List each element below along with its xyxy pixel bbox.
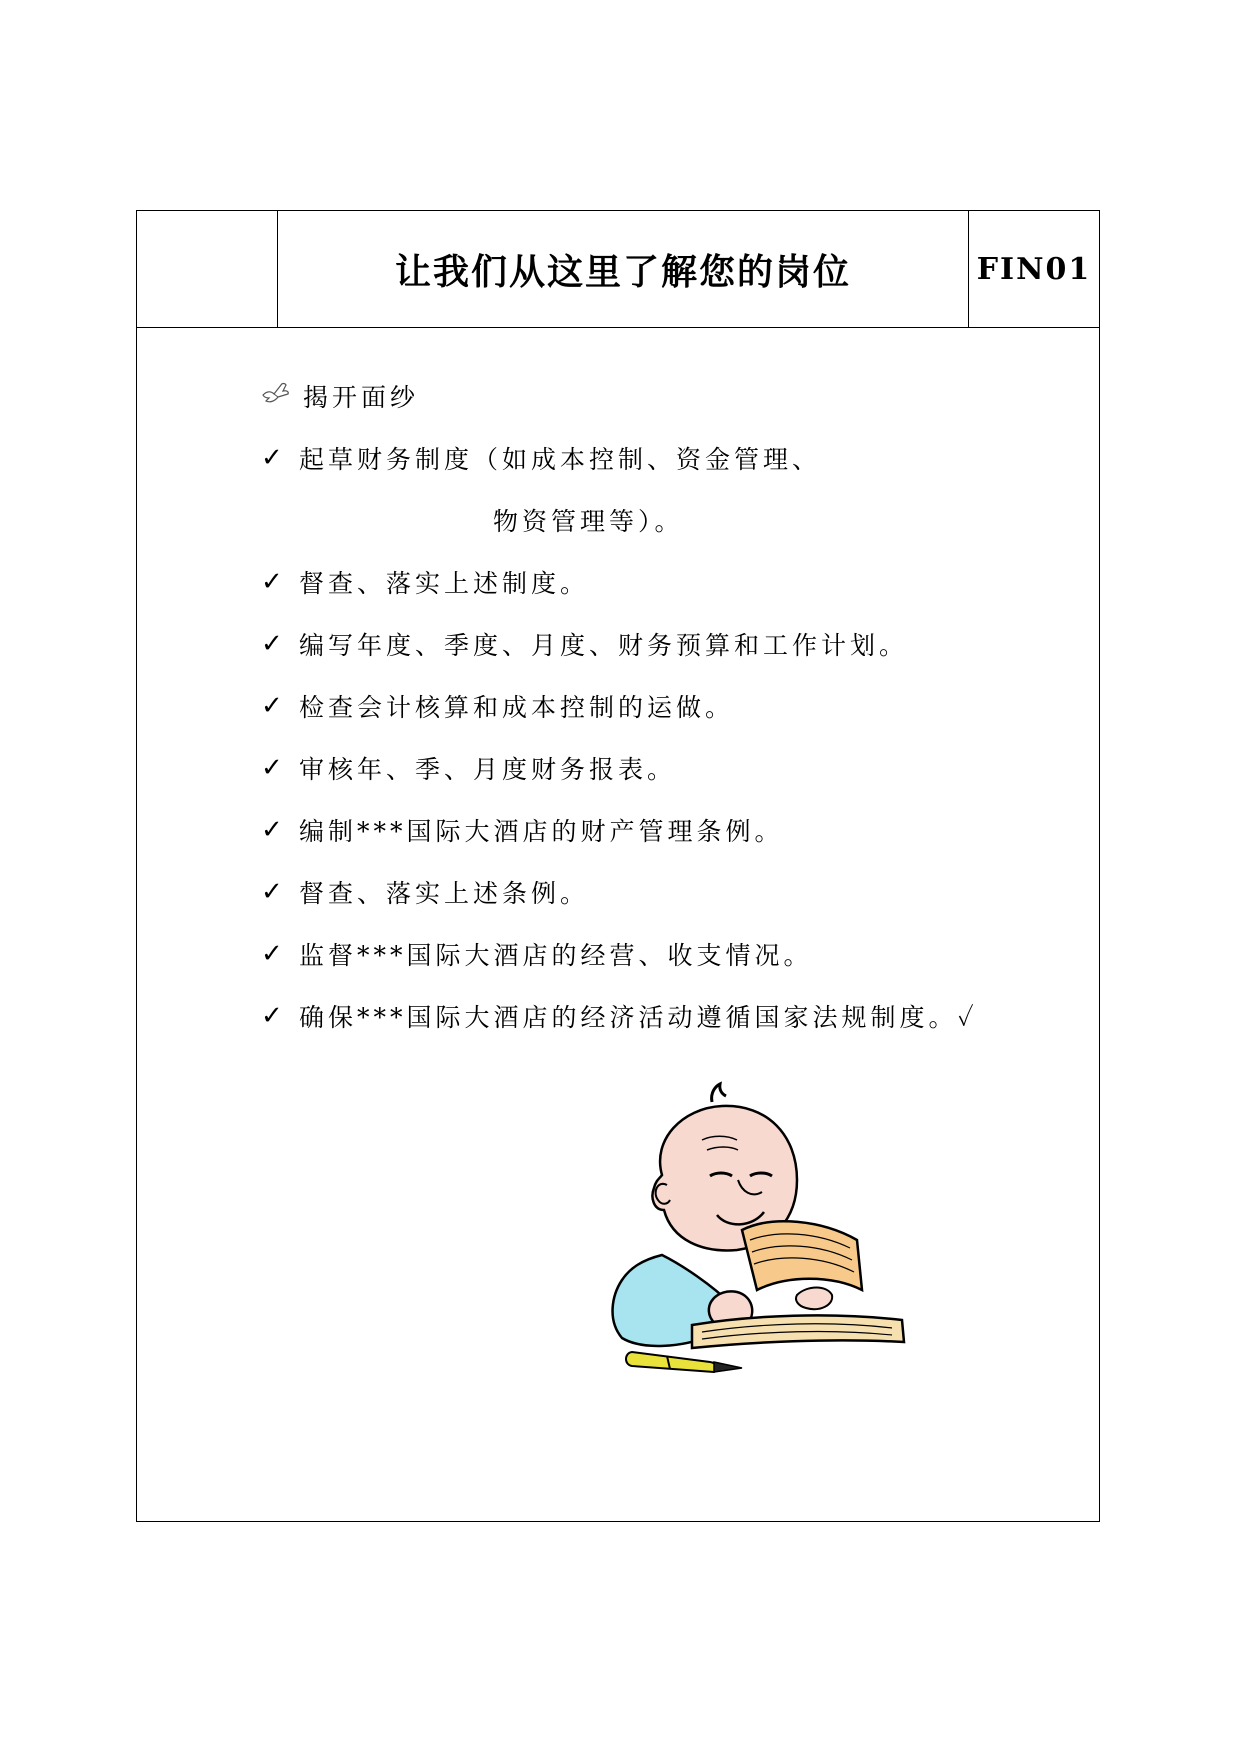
list-item-text: 检查会计核算和成本控制的运做。 — [299, 693, 735, 722]
list-item-text: 监督***国际大酒店的经营、收支情况。 — [299, 941, 813, 970]
title-cell — [278, 211, 969, 327]
list-item-text: 编写年度、季度、月度、财务预算和工作计划。 — [299, 631, 909, 660]
intro-line — [261, 378, 419, 414]
check-icon: ✓ — [261, 691, 287, 721]
list-item — [261, 874, 589, 910]
list-item — [261, 812, 784, 848]
document-frame — [136, 210, 1100, 1522]
list-item — [261, 998, 978, 1034]
list-item-text: 督查、落实上述条例。 — [299, 879, 590, 908]
list-item — [261, 440, 821, 476]
list-item — [261, 936, 813, 972]
check-icon: ✓ — [261, 939, 287, 969]
list-item — [261, 688, 734, 724]
list-item — [261, 626, 908, 662]
list-item-continuation: 物资管理等）。 — [493, 507, 684, 536]
list-item-text: 起草财务制度（如成本控制、资金管理、 — [299, 445, 822, 474]
check-icon: ✓ — [261, 815, 287, 845]
check-icon: ✓ — [261, 567, 287, 597]
header-row — [137, 211, 1099, 328]
list-item-text: 审核年、季、月度财务报表。 — [299, 755, 677, 784]
check-icon: ✓ — [261, 753, 287, 783]
check-icon: ✓ — [261, 877, 287, 907]
list-item — [261, 750, 676, 786]
page-title: 让我们从这里了解您的岗位 — [394, 250, 851, 293]
code-cell — [969, 211, 1099, 327]
content-area — [137, 328, 1099, 1521]
check-icon: ✓ — [261, 443, 287, 473]
dove-icon — [261, 381, 303, 411]
list-item-text: 确保***国际大酒店的经济活动遵循国家法规制度。✓ — [299, 1003, 978, 1032]
header-empty-cell — [137, 211, 278, 327]
document-code: FIN01 — [976, 251, 1092, 287]
man-reading-books-illustration — [592, 1080, 922, 1380]
list-item-text: 督查、落实上述制度。 — [299, 569, 590, 598]
check-icon: ✓ — [261, 1001, 287, 1031]
check-icon: ✓ — [261, 629, 287, 659]
intro-text: 揭开面纱 — [303, 383, 420, 412]
list-item — [261, 564, 589, 600]
list-item-text: 编制***国际大酒店的财产管理条例。 — [299, 817, 784, 846]
